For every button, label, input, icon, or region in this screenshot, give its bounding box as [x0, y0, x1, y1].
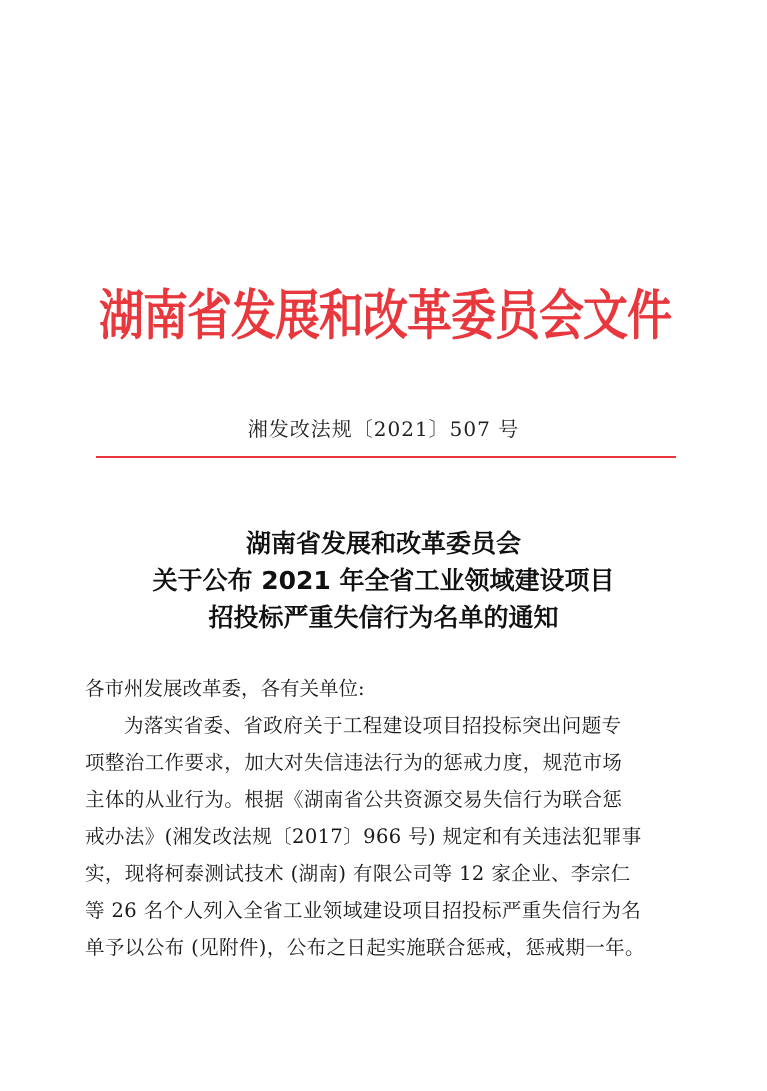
title-line: 招投标严重失信行为名单的通知	[208, 603, 559, 632]
paragraph-line: 实，现将柯泰测试技术 (湖南) 有限公司等 12 家企业、李宗仁	[85, 862, 631, 885]
masthead-title: 湖南省发展和改革委员会文件	[98, 283, 671, 348]
paragraph-line: 项整治工作要求，加大对失信违法行为的惩戒力度，规范市场	[85, 751, 623, 774]
title-line: 湖南省发展和改革委员会	[245, 529, 521, 558]
paragraph-line: 为落实省委、省政府关于工程建设项目招投标突出问题专	[124, 714, 622, 737]
paragraph-line: 戒办法》(湘发改法规〔2017〕966 号) 规定和有关违法犯罪事	[85, 825, 642, 848]
paragraph-line: 等 26 名个人列入全省工业领域建设项目招投标严重失信行为名	[85, 899, 642, 922]
title-line: 关于公布 2021 年全省工业领域建设项目	[152, 566, 615, 595]
paragraph-line: 主体的从业行为。根据《湖南省公共资源交易失信行为联合惩	[85, 788, 623, 811]
body-text	[85, 670, 685, 966]
salutation: 各市州发展改革委，各有关单位:	[85, 677, 365, 700]
red-divider-line	[96, 456, 676, 458]
notice-title	[0, 525, 767, 636]
paragraph-line: 单予以公布 (见附件)，公布之日起实施联合惩戒，惩戒期一年。	[85, 936, 645, 959]
document-number: 湘发改法规〔2021〕507 号	[247, 417, 520, 441]
